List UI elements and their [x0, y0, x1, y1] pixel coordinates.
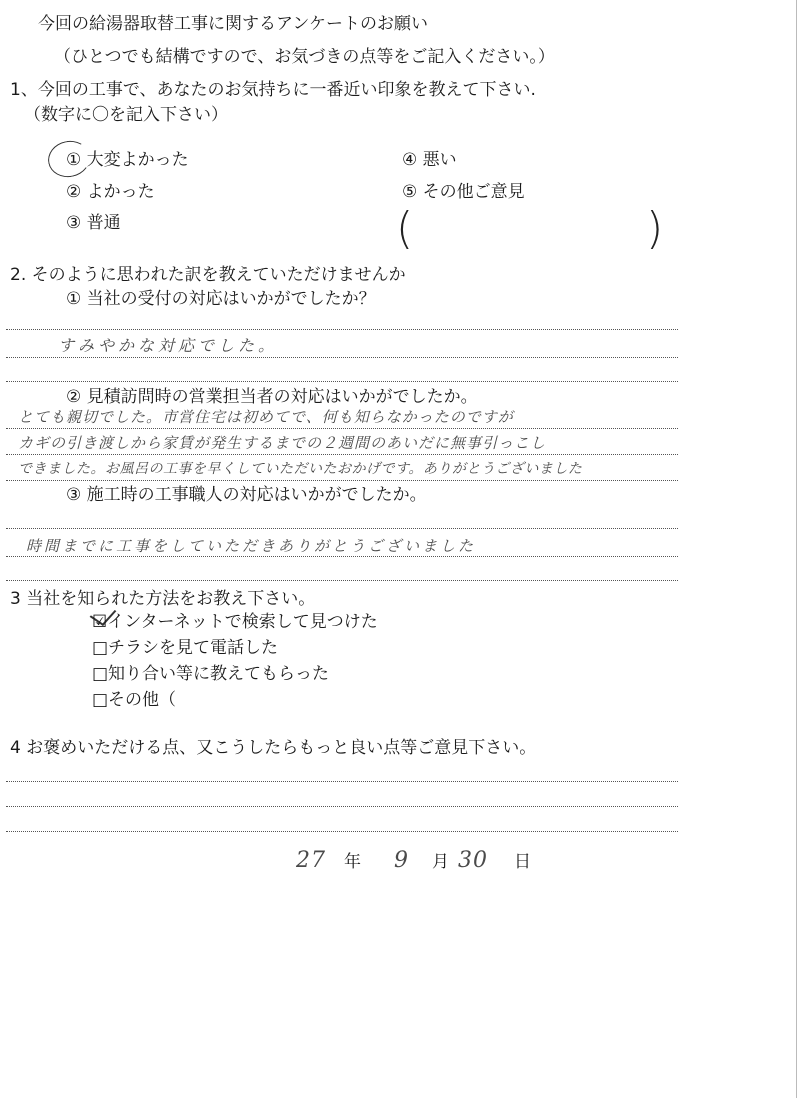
q1-other-paren-close: )	[646, 203, 664, 254]
q2-answer3-handwriting: 時間までに工事をしていただきありがとうございました	[26, 537, 477, 555]
date-month-value: 9	[394, 848, 409, 873]
dotted-line	[6, 806, 678, 807]
q1-question: 1、今回の工事で、あなたのお気持ちに一番近い印象を教えて下さい.	[10, 80, 536, 100]
dotted-line	[6, 781, 678, 782]
dotted-line	[6, 580, 678, 581]
date-year-value: 27	[296, 848, 326, 873]
q1-option-1: ① 大変よかった	[66, 150, 189, 170]
q2-sub2: ② 見積訪問時の営業担当者の対応はいかがでしたか。	[66, 387, 478, 407]
q1-option-4: ④ 悪い	[402, 150, 457, 170]
date-month-label: 月	[432, 852, 449, 872]
date-day-value: 30	[458, 848, 488, 873]
q1-option-2: ② よかった	[66, 182, 155, 202]
q2-answer1-handwriting: すみやかな対応でした。	[58, 336, 279, 355]
q1-option-5: ⑤ その他ご意見	[402, 182, 525, 202]
q1-instruction: （数字に〇を記入下さい）	[24, 105, 228, 125]
dotted-line	[6, 556, 678, 557]
dotted-line	[6, 831, 678, 832]
q3-option-2: □チラシを見て電話した	[92, 638, 279, 658]
q2-question: 2. そのように思われた訳を教えていただけませんか	[10, 265, 406, 285]
q3-option-1: ☑インターネットで検索して見つけた	[92, 612, 378, 632]
dotted-line	[6, 454, 678, 455]
dotted-line	[6, 428, 678, 429]
date-year-label: 年	[344, 852, 361, 872]
dotted-line	[6, 381, 678, 382]
q3-option-4: □その他（	[92, 690, 177, 710]
q2-answer2-line3: できました。お風呂の工事を早くしていただいたおかげです。ありがとうございました	[18, 461, 583, 477]
scan-edge-line	[796, 0, 797, 1098]
dotted-line	[6, 357, 678, 358]
q2-answer2-line1: とても親切でした。市営住宅は初めてで、何も知らなかったのですが	[18, 408, 514, 426]
q2-answer2-line2: カギの引き渡しから家賃が発生するまでの２週間のあいだに無事引っこし	[18, 434, 547, 452]
q1-other-paren-open: (	[396, 203, 414, 254]
q2-sub1: ① 当社の受付の対応はいかがでしたか？	[66, 289, 376, 309]
survey-subtitle: （ひとつでも結構ですので、お気づきの点等をご記入ください。）	[54, 47, 555, 67]
survey-title: 今回の給湯器取替工事に関するアンケートのお願い	[38, 14, 428, 34]
dotted-line	[6, 528, 678, 529]
q2-sub3: ③ 施工時の工事職人の対応はいかがでしたか。	[66, 485, 427, 505]
q1-option-3: ③ 普通	[66, 213, 121, 233]
dotted-line	[6, 480, 678, 481]
date-day-label: 日	[514, 852, 531, 872]
q3-question: 3 当社を知られた方法をお教え下さい。	[10, 589, 316, 609]
q4-question: 4 お褒めいただける点、又こうしたらもっと良い点等ご意見下さい。	[10, 738, 537, 758]
dotted-line	[6, 329, 678, 330]
q3-option-3: □知り合い等に教えてもらった	[92, 664, 330, 684]
